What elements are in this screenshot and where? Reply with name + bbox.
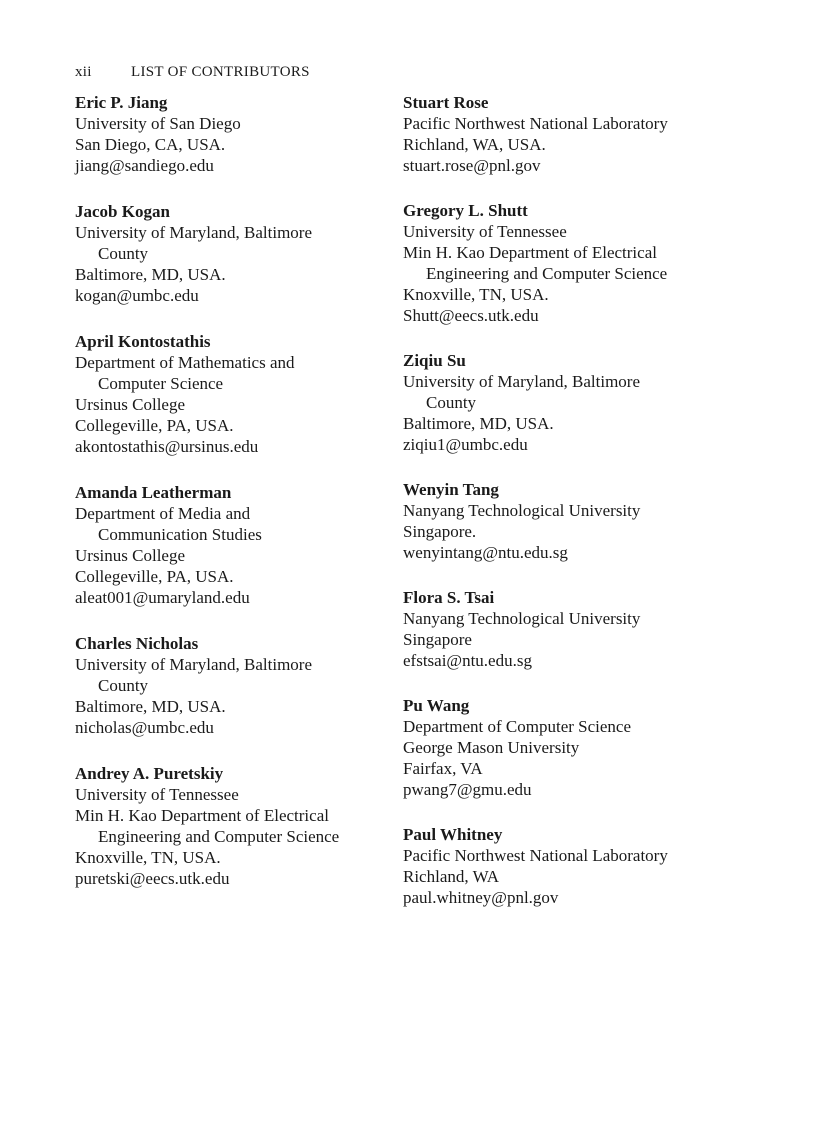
contributor-email: efstsai@ntu.edu.sg <box>403 651 532 670</box>
contributor-affiliation-line: San Diego, CA, USA. <box>75 135 226 154</box>
contributor-email: akontostathis@ursinus.edu <box>75 437 259 456</box>
contributor-name: April Kontostathis <box>75 332 211 351</box>
contributor-affiliation-line: Nanyang Technological University <box>403 501 641 520</box>
contributor-affiliation-line: Ursinus College <box>75 395 186 414</box>
running-head-title: LIST OF CONTRIBUTORS <box>131 64 310 80</box>
contributor-name: Pu Wang <box>403 696 470 715</box>
contributor-affiliation-line: Min H. Kao Department of Electrical <box>75 806 329 825</box>
contributor-entry <box>403 350 733 455</box>
contributor-email: pwang7@gmu.edu <box>403 780 532 799</box>
contributor-affiliation-line: Richland, WA <box>403 867 500 886</box>
contributor-affiliation-line: University of Maryland, Baltimore <box>75 655 313 674</box>
contributor-name: Ziqiu Su <box>403 351 466 370</box>
contributor-affiliation-line: County <box>98 676 149 695</box>
contributor-affiliation-line: County <box>426 393 477 412</box>
contributor-affiliation-line: Ursinus College <box>75 546 186 565</box>
contributor-name: Charles Nicholas <box>75 634 199 653</box>
contributor-email: ziqiu1@umbc.edu <box>403 435 528 454</box>
contributor-affiliation-line: University of San Diego <box>75 114 241 133</box>
contributor-entry <box>403 200 733 326</box>
contributor-name: Stuart Rose <box>403 93 489 112</box>
contributor-entry <box>75 92 385 176</box>
contributor-name: Jacob Kogan <box>75 202 170 221</box>
contributor-affiliation-line: County <box>98 244 149 263</box>
contributor-name: Wenyin Tang <box>403 480 499 499</box>
contributor-email: wenyintang@ntu.edu.sg <box>403 543 568 562</box>
contributor-affiliation-line: University of Maryland, Baltimore <box>403 372 641 391</box>
contributor-affiliation-line: Engineering and Computer Science <box>426 264 668 283</box>
contributor-email: stuart.rose@pnl.gov <box>403 156 541 175</box>
contributor-entry <box>403 824 733 908</box>
contributor-email: kogan@umbc.edu <box>75 286 199 305</box>
contributors-left-column <box>75 92 385 914</box>
contributor-entry <box>75 331 385 457</box>
contributor-affiliation-line: Department of Mathematics and <box>75 353 295 372</box>
contributor-affiliation-line: Knoxville, TN, USA. <box>75 848 221 867</box>
contributor-affiliation-line: University of Tennessee <box>403 222 567 241</box>
contributor-entry <box>75 482 385 608</box>
contributor-affiliation-line: Baltimore, MD, USA. <box>75 265 226 284</box>
contributor-entry <box>403 92 733 176</box>
contributor-entry <box>403 479 733 563</box>
contributor-affiliation-line: Knoxville, TN, USA. <box>403 285 549 304</box>
contributor-entry <box>75 201 385 306</box>
contributor-email: paul.whitney@pnl.gov <box>403 888 559 907</box>
contributor-affiliation-line: Pacific Northwest National Laboratory <box>403 114 668 133</box>
contributor-affiliation-line: Fairfax, VA <box>403 759 483 778</box>
page-number: xii <box>75 64 92 80</box>
contributor-affiliation-line: Engineering and Computer Science <box>98 827 340 846</box>
contributor-entry <box>403 695 733 800</box>
contributor-name: Amanda Leatherman <box>75 483 232 502</box>
contributor-email: aleat001@umaryland.edu <box>75 588 250 607</box>
contributor-affiliation-line: Department of Media and <box>75 504 251 523</box>
contributor-affiliation-line: University of Maryland, Baltimore <box>75 223 313 242</box>
running-head <box>75 64 310 81</box>
contributor-email: nicholas@umbc.edu <box>75 718 214 737</box>
contributor-affiliation-line: Singapore. <box>403 522 477 541</box>
contributor-affiliation-line: Collegeville, PA, USA. <box>75 567 234 586</box>
contributor-email: puretski@eecs.utk.edu <box>75 869 230 888</box>
contributor-name: Andrey A. Puretskiy <box>75 764 224 783</box>
contributor-name: Eric P. Jiang <box>75 93 168 112</box>
contributor-affiliation-line: Baltimore, MD, USA. <box>403 414 554 433</box>
contributor-name: Paul Whitney <box>403 825 503 844</box>
contributor-affiliation-line: Computer Science <box>98 374 224 393</box>
contributor-affiliation-line: Min H. Kao Department of Electrical <box>403 243 657 262</box>
contributor-entry <box>75 633 385 738</box>
contributor-affiliation-line: Pacific Northwest National Laboratory <box>403 846 668 865</box>
contributor-affiliation-line: Communication Studies <box>98 525 262 544</box>
contributor-entry <box>75 763 385 889</box>
contributor-affiliation-line: Singapore <box>403 630 472 649</box>
contributor-email: jiang@sandiego.edu <box>75 156 214 175</box>
contributor-affiliation-line: Richland, WA, USA. <box>403 135 546 154</box>
contributor-affiliation-line: George Mason University <box>403 738 580 757</box>
contributor-affiliation-line: Collegeville, PA, USA. <box>75 416 234 435</box>
contributor-affiliation-line: Baltimore, MD, USA. <box>75 697 226 716</box>
contributor-name: Flora S. Tsai <box>403 588 495 607</box>
contributor-entry <box>403 587 733 671</box>
contributor-affiliation-line: Nanyang Technological University <box>403 609 641 628</box>
contributor-name: Gregory L. Shutt <box>403 201 528 220</box>
contributor-affiliation-line: University of Tennessee <box>75 785 239 804</box>
contributor-email: Shutt@eecs.utk.edu <box>403 306 539 325</box>
contributors-right-column <box>403 92 733 932</box>
contributor-affiliation-line: Department of Computer Science <box>403 717 632 736</box>
